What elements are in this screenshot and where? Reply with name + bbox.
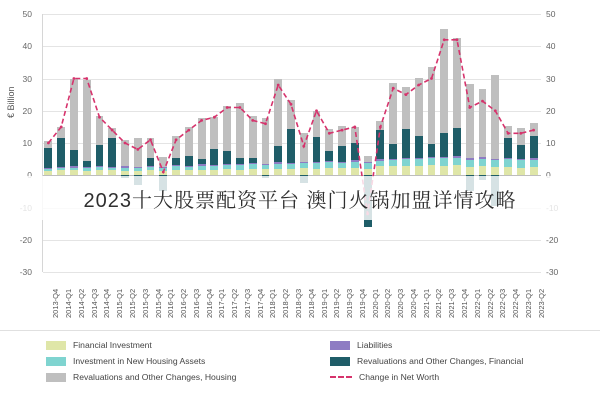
legend-item xyxy=(330,356,600,366)
y-axis-tick-label: 40 xyxy=(22,41,32,52)
x-axis-tick-label: 2016-Q4 xyxy=(204,288,214,318)
y2-axis-tick-label: -30 xyxy=(546,267,559,277)
x-axis-tick-label: 2017-Q3 xyxy=(242,288,252,318)
x-axis-tick-label: 2014-Q2 xyxy=(76,288,86,318)
x-axis-tick-labels xyxy=(42,276,546,320)
y-axis-tick-label: 50 xyxy=(22,9,32,19)
overlay-banner xyxy=(0,176,600,220)
x-axis-tick-label: 2019-Q2 xyxy=(332,288,342,318)
x-axis-tick-label: 2015-Q4 xyxy=(153,288,163,318)
legend-item xyxy=(46,372,330,382)
x-axis-tick-label: 2018-Q3 xyxy=(294,288,303,318)
y2-axis-tick-label: 50 xyxy=(546,9,556,19)
y2-axis-tick-label: 10 xyxy=(546,138,556,148)
y2-axis-tick-label: -20 xyxy=(546,234,559,245)
legend-label: Change in Net Worth xyxy=(359,372,440,382)
legend-swatch-icon xyxy=(46,357,66,366)
legend-dashed-line-icon xyxy=(330,376,352,378)
y-axis-tick-label: -20 xyxy=(19,234,32,245)
y-axis-tick-label: 10 xyxy=(22,138,32,148)
legend-swatch-icon xyxy=(330,341,350,350)
legend-label: Investment in New Housing Assets xyxy=(73,356,206,366)
legend-label: Liabilities xyxy=(357,340,393,350)
legend-label: Financial Investment xyxy=(73,340,152,350)
y-axis-tick-label: -30 xyxy=(19,267,32,277)
y-axis-title: € Billion xyxy=(6,86,16,118)
x-axis-tick-label: 2014-Q4 xyxy=(102,288,112,318)
x-axis-tick-label: 2021-Q2 xyxy=(434,288,444,318)
y2-axis-tick-label: 30 xyxy=(546,73,556,84)
x-axis-tick-label: 2017-Q2 xyxy=(230,288,240,318)
x-axis-tick-label: 2021-Q3 xyxy=(447,288,457,318)
x-axis-tick-label: 2017-Q4 xyxy=(255,288,265,318)
x-axis-tick-label: 2023-Q2 xyxy=(536,288,546,318)
legend-label: Revaluations and Other Changes, Housing xyxy=(73,372,237,382)
x-axis-tick-label: 2014-Q3 xyxy=(89,288,99,318)
x-axis-tick-label: 2020-Q2 xyxy=(383,288,393,318)
x-axis-tick-label: 2019-Q4 xyxy=(357,288,367,318)
x-axis-tick-label: 2022-Q3 xyxy=(498,288,508,318)
x-axis-tick-label: 2015-Q2 xyxy=(128,288,137,318)
x-axis-tick-label: 2016-Q2 xyxy=(179,288,189,318)
x-axis-tick-label: 2023-Q1 xyxy=(523,288,533,318)
x-axis-tick-label: 2020-Q3 xyxy=(396,288,406,318)
legend-label: Revaluations and Other Changes, Financial xyxy=(357,356,524,366)
x-axis-tick-label: 2014-Q1 xyxy=(64,288,74,318)
legend-item xyxy=(46,356,330,366)
net-worth-line xyxy=(42,14,540,272)
banner-text: 2023十大股票配资平台 澳门火锅加盟详情攻略 xyxy=(83,189,517,212)
y-axis-tick-label: 30 xyxy=(22,73,32,84)
x-axis-tick-label: 2021-Q4 xyxy=(460,288,469,318)
x-axis-tick-label: 2019-Q1 xyxy=(319,288,329,318)
x-axis-tick-label: 2020-Q4 xyxy=(408,288,418,318)
x-axis-tick-label: 2022-Q2 xyxy=(485,288,495,318)
x-axis-tick-label: 2022-Q4 xyxy=(511,288,521,318)
x-axis-tick-label: 2016-Q1 xyxy=(166,288,176,318)
x-axis-tick-label: 2018-Q4 xyxy=(306,288,316,318)
x-axis-tick-label: 2020-Q1 xyxy=(370,288,380,318)
y2-axis-tick-label: 40 xyxy=(546,41,556,52)
x-axis-tick-label: 2015-Q1 xyxy=(115,288,125,318)
legend-swatch-icon xyxy=(330,357,350,366)
x-axis-tick-label: 2022-Q1 xyxy=(472,288,482,318)
x-axis-tick-label: 2013-Q4 xyxy=(51,288,61,318)
chart-legend xyxy=(0,330,600,400)
legend-item xyxy=(46,340,330,350)
legend-item xyxy=(330,372,600,382)
x-axis-tick-label: 2018-Q2 xyxy=(281,288,291,318)
legend-swatch-icon xyxy=(46,373,66,382)
y-axis-tick-label: 20 xyxy=(22,105,32,116)
y2-axis-tick-label: 20 xyxy=(546,105,556,116)
x-axis-tick-label: 2017-Q1 xyxy=(217,288,227,318)
legend-swatch-icon xyxy=(46,341,66,350)
x-axis-tick-label: 2016-Q3 xyxy=(191,288,201,318)
x-axis-tick-label: 2018-Q1 xyxy=(268,288,278,318)
x-axis-tick-label: 2015-Q3 xyxy=(140,288,150,318)
gridline xyxy=(43,272,541,273)
x-axis-tick-label: 2019-Q3 xyxy=(345,288,355,318)
legend-item xyxy=(330,340,600,350)
x-axis-tick-label: 2021-Q1 xyxy=(421,288,431,318)
